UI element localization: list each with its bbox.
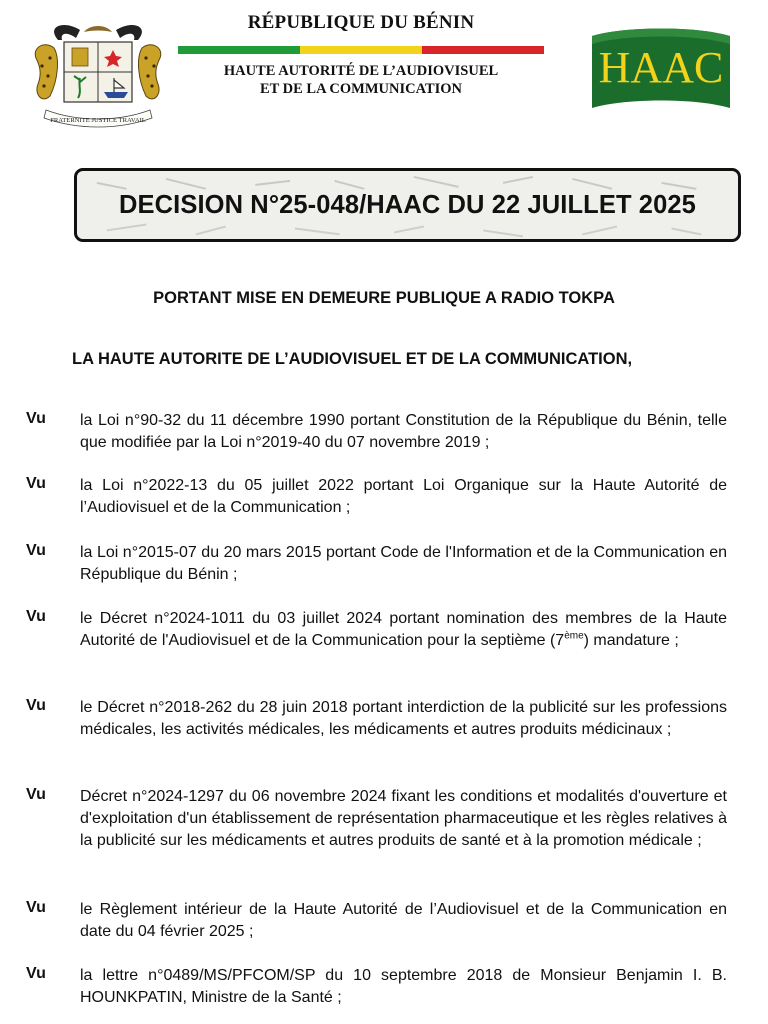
decision-subtitle: PORTANT MISE EN DEMEURE PUBLIQUE A RADIO TOKPA — [153, 289, 615, 307]
authority-name-line1: HAUTE AUTORITÉ DE L’AUDIOVISUEL — [223, 63, 499, 79]
republic-title: RÉPUBLIQUE DU BÉNIN — [247, 12, 475, 33]
clause-text: la Loi n°2015-07 du 20 mars 2015 portant Code de l'Information et de la Communication en République du Bénin ; — [80, 544, 727, 583]
clause-text: le Règlement intérieur de la Haute Autorité de l’Audiovisuel et de la Communication en date du 04 février 2025 ; — [80, 901, 727, 940]
clause-label: Vu — [26, 542, 46, 559]
clause-label: Vu — [26, 697, 46, 714]
clause-text: la Loi n°90-32 du 11 décembre 1990 portant Constitution de la République du Bénin, telle que modifiée par la Loi n°2019-40 du 07 novembre 2019 ; — [80, 412, 727, 451]
clause-label: Vu — [26, 965, 46, 982]
clause-label: Vu — [26, 786, 46, 803]
clause-label: Vu — [26, 410, 46, 427]
clause-label: Vu — [26, 608, 46, 625]
authority-name — [176, 62, 546, 98]
clause-text: la lettre n°0489/MS/PFCOM/SP du 10 septembre 2018 de Monsieur Benjamin I. B. HOUNKPATIN, Ministre de la Santé ; — [80, 967, 727, 1006]
authority-name-line2: ET DE LA COMMUNICATION — [259, 81, 463, 97]
decision-title: DECISION N°25-048/HAAC DU 22 JUILLET 2025 — [119, 190, 696, 219]
clause-label: Vu — [26, 475, 46, 492]
haac-logo-icon — [586, 22, 736, 116]
clause-label: Vu — [26, 899, 46, 916]
haac-logo-text: HAAC — [598, 43, 724, 92]
document-header — [0, 0, 768, 130]
decision-title-box — [74, 168, 741, 242]
clause-text: Décret n°2024-1297 du 06 novembre 2024 fixant les conditions et modalités d'ouverture et d'exploitation d'un établissement de représentation pharmaceutique et les règles relatives à la publicité sur les médicaments et autres produits de santé et à la promotion médicale ; — [80, 788, 727, 849]
superscript-eme: ème — [564, 630, 584, 642]
issuing-authority: LA HAUTE AUTORITE DE L’AUDIOVISUEL ET DE LA COMMUNICATION, — [72, 350, 633, 368]
clause-text-part: ) mandature ; — [583, 632, 679, 649]
benin-coat-of-arms-icon — [28, 18, 168, 128]
clause-text: le Décret n°2018-262 du 28 juin 2018 portant interdiction de la publicité sur les professions médicales, les activités médicales, les médicaments et autres produits médicinaux ; — [80, 699, 727, 738]
clause-text — [80, 608, 727, 652]
clause-text: la Loi n°2022-13 du 05 juillet 2022 portant Loi Organique sur la Haute Autorité de l’Audiovisuel et de la Communication ; — [80, 477, 727, 516]
national-flag-bar — [178, 46, 544, 54]
clause-text-part: le Décret n°2024-1011 du 03 juillet 2024 portant nomination des membres de la Haute Autorité de l'Audiovisuel et de la Communication pour la septième (7 — [80, 610, 727, 649]
svg-text:FRATERNITE JUSTICE TRAVAIL: FRATERNITE JUSTICE TRAVAIL — [50, 117, 146, 124]
header-titles — [176, 12, 546, 98]
